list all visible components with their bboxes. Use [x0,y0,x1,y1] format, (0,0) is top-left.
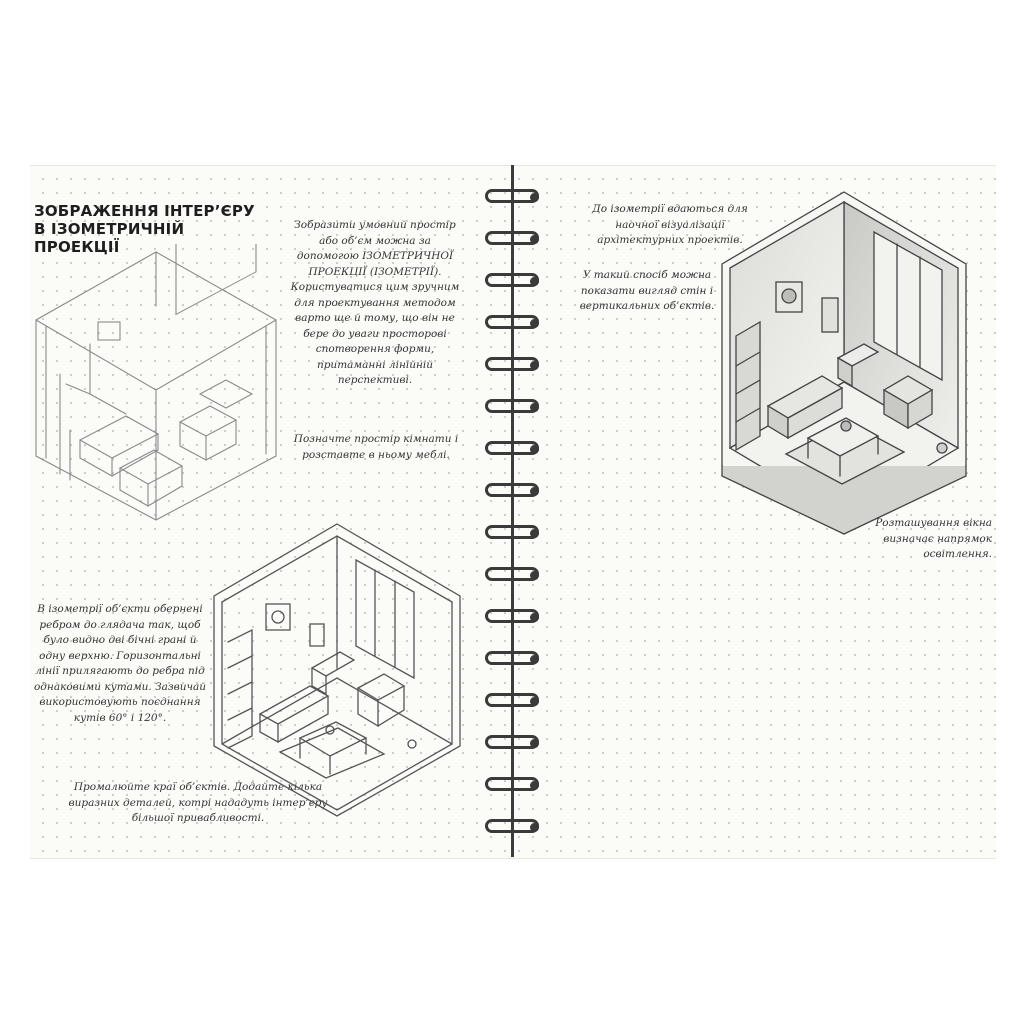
binding-ring-icon [485,483,539,497]
binding-ring-icon [485,609,539,623]
binding-ring-icon [485,189,539,203]
binding-ring-icon [485,357,539,371]
binding-ring-icon [485,315,539,329]
draw-edges-text: Промалюйте краї об’єктів. Додайте кілька виразних деталей, котрі нададуть інтер’єру більшої привабливості. [68,781,328,824]
binding-ring-icon [485,819,539,833]
binding-ring-icon [485,693,539,707]
spiral-binding-wire [511,165,514,857]
binding-ring-icon [485,525,539,539]
room-sketch-shaded-icon [714,186,974,536]
binding-ring-icon [485,567,539,581]
binding-ring-icon [485,777,539,791]
room-sketch-outline-icon [30,244,282,524]
binding-ring-icon [485,399,539,413]
isometry-use-text: До ізометрії вдаються для наочної візуалізації архітектурних проектів. [592,203,748,246]
page-title-line-1: ЗОБРАЖЕННЯ ІНТЕР’ЄРУ [34,202,255,220]
isometry-objects-text: В ізометрії об’єкти обернені ребром до глядача так, щоб було видно дві бічні грані й одну верхню. Горизонтальні лінії прилягають до ребра під однаковими кутами. Зазвичай використовують поєднання кутів 60° і 120°. [33,603,207,724]
binding-ring-icon [485,651,539,665]
mark-space-text: Позначте простір кімнати і розставте в ньому меблі. [293,433,459,461]
intro-text: Зобразити умовний простір або об’єм можна за допомогою ІЗОМЕТРИЧНОЇ ПРОЕКЦІЇ (ІЗОМЕТРІЇ). Користуватися цим зручним для проектування методом варто ще й тому, що він не бере до уваги просторові спотворення форми, притаманні лінійній перспективі. [290,219,460,386]
binding-ring-icon [485,735,539,749]
window-light-text: Розташування вікна визначає напрямок освітлення. [875,517,992,560]
walls-view-text: У такий спосіб можна показати вигляд стін і вертикальних об’єктів. [579,269,715,312]
room-sketch-lined-icon [208,518,466,820]
binding-ring-icon [485,231,539,245]
binding-ring-icon [485,441,539,455]
binding-ring-icon [485,273,539,287]
page-title-line-2: В ІЗОМЕТРИЧНІЙ ПРОЕКЦІЇ [34,220,185,256]
